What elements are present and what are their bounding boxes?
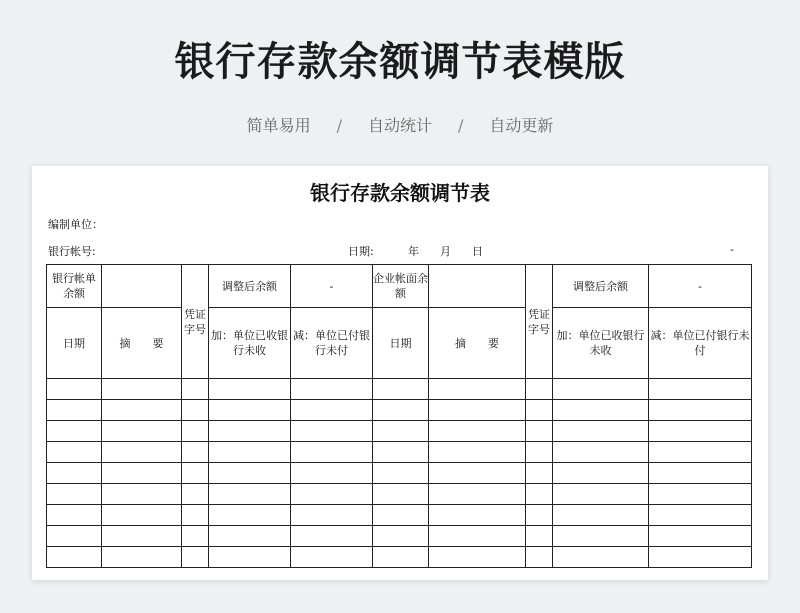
table-cell[interactable] (102, 421, 182, 442)
table-cell[interactable] (649, 463, 752, 484)
bank-balance-label: 银行帐单余额 (47, 265, 102, 308)
table-cell[interactable] (526, 484, 553, 505)
table-row (47, 484, 752, 505)
sub-label: 减：单位已付银行未付 (291, 308, 373, 379)
table-cell[interactable] (553, 442, 649, 463)
year-label: 年 (408, 245, 419, 258)
date-label: 日期: (348, 245, 374, 258)
table-cell[interactable] (553, 463, 649, 484)
table-row (47, 526, 752, 547)
table-cell[interactable] (553, 400, 649, 421)
account-label: 银行帐号: (48, 245, 96, 258)
table-cell[interactable] (553, 505, 649, 526)
reconciliation-table (46, 264, 752, 568)
table-cell[interactable] (182, 442, 209, 463)
table-cell[interactable] (102, 547, 182, 568)
table-cell[interactable] (102, 526, 182, 547)
table-cell[interactable] (429, 463, 526, 484)
table-cell[interactable] (102, 442, 182, 463)
table-cell[interactable] (553, 379, 649, 400)
table-cell[interactable] (373, 379, 429, 400)
unit-label: 编制单位： (48, 218, 103, 231)
table-cell[interactable] (209, 463, 291, 484)
table-cell[interactable] (291, 421, 373, 442)
table-cell[interactable] (182, 421, 209, 442)
table-cell[interactable] (373, 526, 429, 547)
table-cell[interactable] (429, 526, 526, 547)
table-row (47, 421, 752, 442)
table-row (47, 442, 752, 463)
table-cell[interactable] (373, 442, 429, 463)
table-cell[interactable] (649, 400, 752, 421)
table-cell[interactable] (102, 463, 182, 484)
table-cell[interactable] (47, 400, 102, 421)
table-cell[interactable] (291, 526, 373, 547)
sheet-title: 银行存款余额调节表 (310, 181, 490, 205)
voucher-label-left: 凭证字号 (182, 265, 209, 379)
date-col-left: 日期 (47, 308, 102, 379)
table-cell[interactable] (649, 484, 752, 505)
table-cell[interactable] (526, 442, 553, 463)
table-cell[interactable] (429, 400, 526, 421)
table-cell[interactable] (373, 421, 429, 442)
bank-balance-value[interactable] (102, 265, 182, 308)
table-cell[interactable] (209, 442, 291, 463)
table-cell[interactable] (649, 442, 752, 463)
table-cell[interactable] (649, 379, 752, 400)
table-cell[interactable] (47, 379, 102, 400)
spreadsheet-preview (32, 166, 768, 580)
tag-auto-stat: 自动统计 (367, 116, 432, 135)
page-title: 银行存款余额调节表模版 (174, 39, 626, 85)
table-cell[interactable] (291, 400, 373, 421)
table-cell[interactable] (526, 379, 553, 400)
sub-label-right: 减：单位已付银行未付 (649, 308, 752, 379)
table-row (47, 463, 752, 484)
summary-col-right: 摘 要 (429, 308, 526, 379)
table-cell[interactable] (429, 379, 526, 400)
table-cell[interactable] (373, 505, 429, 526)
tag-separator: / (458, 116, 464, 135)
tag-separator: / (336, 116, 342, 135)
table-cell[interactable] (47, 442, 102, 463)
table-cell[interactable] (526, 421, 553, 442)
tag-easy: 简单易用 (246, 116, 311, 135)
table-row (47, 379, 752, 400)
table-cell[interactable] (649, 421, 752, 442)
table-cell[interactable] (526, 400, 553, 421)
table-cell[interactable] (429, 505, 526, 526)
table-cell[interactable] (182, 547, 209, 568)
table-cell[interactable] (553, 421, 649, 442)
adjusted-balance-value-right[interactable]: - (649, 265, 752, 308)
table-cell[interactable] (526, 505, 553, 526)
table-subheader-row (47, 308, 752, 379)
table-cell[interactable] (526, 526, 553, 547)
table-cell[interactable] (291, 442, 373, 463)
table-cell[interactable] (291, 379, 373, 400)
company-balance-value[interactable] (429, 265, 526, 308)
table-cell[interactable] (553, 547, 649, 568)
table-cell[interactable] (182, 505, 209, 526)
table-cell[interactable] (291, 505, 373, 526)
month-label: 月 (440, 245, 451, 258)
table-cell[interactable] (182, 526, 209, 547)
voucher-label-right: 凭证字号 (526, 265, 553, 379)
add-label: 加：单位已收银行未收 (209, 308, 291, 379)
table-cell[interactable] (373, 484, 429, 505)
date-col-right: 日期 (373, 308, 429, 379)
header-dash: - (730, 243, 734, 256)
table-cell[interactable] (553, 526, 649, 547)
table-row (47, 547, 752, 568)
adjusted-balance-label-right: 调整后余额 (553, 265, 649, 308)
table-cell[interactable] (373, 400, 429, 421)
table-cell[interactable] (47, 526, 102, 547)
table-cell[interactable] (182, 379, 209, 400)
table-cell[interactable] (429, 442, 526, 463)
table-cell[interactable] (47, 547, 102, 568)
table-cell[interactable] (102, 379, 182, 400)
table-cell[interactable] (526, 547, 553, 568)
table-cell[interactable] (553, 484, 649, 505)
table-cell[interactable] (209, 421, 291, 442)
add-label-right: 加：单位已收银行未收 (553, 308, 649, 379)
table-cell[interactable] (102, 484, 182, 505)
table-cell[interactable] (429, 547, 526, 568)
table-cell[interactable] (182, 400, 209, 421)
table-cell[interactable] (47, 421, 102, 442)
table-cell[interactable] (209, 379, 291, 400)
table-cell[interactable] (649, 526, 752, 547)
table-cell[interactable] (291, 547, 373, 568)
table-cell[interactable] (291, 463, 373, 484)
table-cell[interactable] (209, 526, 291, 547)
table-cell[interactable] (47, 463, 102, 484)
adjusted-balance-label-left: 调整后余额 (209, 265, 291, 308)
table-cell[interactable] (209, 400, 291, 421)
adjusted-balance-value-left[interactable]: - (291, 265, 373, 308)
table-row (47, 400, 752, 421)
company-balance-label: 企业帐面余额 (373, 265, 429, 308)
table-header-row (47, 265, 752, 308)
table-cell[interactable] (182, 484, 209, 505)
table-cell[interactable] (102, 505, 182, 526)
table-cell[interactable] (649, 505, 752, 526)
table-cell[interactable] (209, 547, 291, 568)
table-cell[interactable] (429, 484, 526, 505)
summary-col-left: 摘 要 (102, 308, 182, 379)
table-cell[interactable] (373, 547, 429, 568)
table-cell[interactable] (47, 484, 102, 505)
table-cell[interactable] (373, 463, 429, 484)
table-cell[interactable] (47, 505, 102, 526)
table-cell[interactable] (102, 400, 182, 421)
table-cell[interactable] (209, 484, 291, 505)
table-cell[interactable] (649, 547, 752, 568)
day-label: 日 (472, 245, 483, 258)
tag-auto-update: 自动更新 (489, 116, 554, 135)
table-cell[interactable] (182, 463, 209, 484)
table-row (47, 505, 752, 526)
table-cell[interactable] (429, 421, 526, 442)
table-cell[interactable] (209, 505, 291, 526)
table-cell[interactable] (291, 484, 373, 505)
table-cell[interactable] (526, 463, 553, 484)
feature-tagline (0, 113, 800, 136)
